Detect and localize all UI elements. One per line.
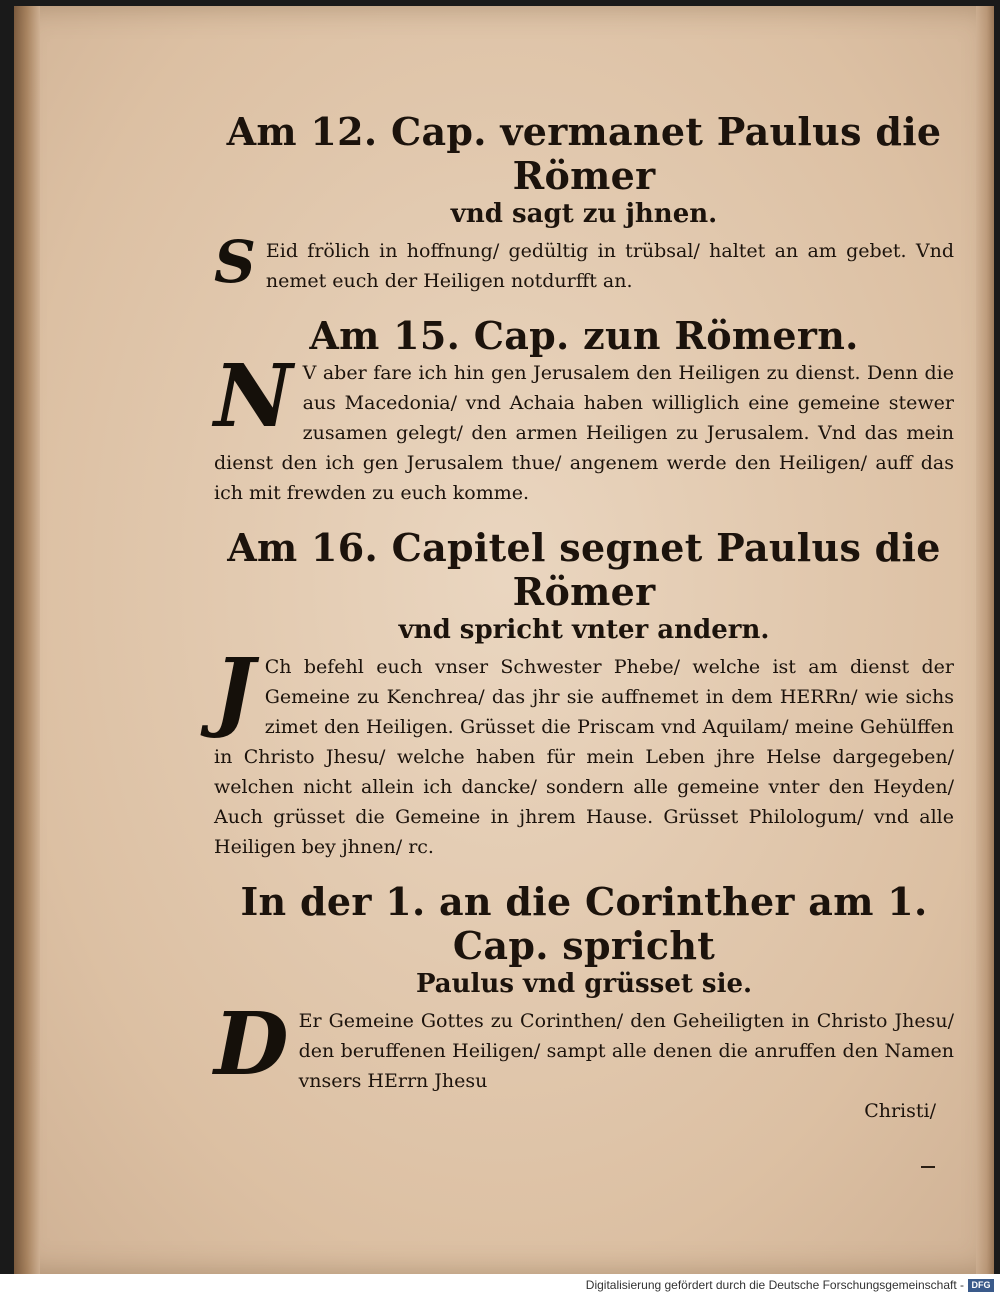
section-body: V aber fare ich hin gen Jerusalem den Heiligen zu dienst. Denn die aus Macedonia/ vnd Achaia haben williglich eine gemeine stewer zusamen gelegt/ den armen Heiligen zu Jerusalem. Vnd das mein dienst den ich gen Jerusalem thue/ angenem werde den Heiligen/ auff das ich mit frewden zu euch komme. [214,362,954,504]
section-subheading: vnd sagt zu jhnen. [450,199,718,229]
section-subheading: vnd spricht vnter andern. [398,615,770,645]
section-heading: Am 16. Capitel segnet Paulus die Römer [227,525,941,614]
section-text [214,228,954,296]
dfg-logo-icon: DFG [968,1279,994,1292]
catchword: Christi/ [864,1100,936,1122]
section-body: Ch befehl euch vnser Schwester Phebe/ welche ist am dienst der Gemeine zu Kenchrea/ das jhr sie auffnemet in dem HERRn/ wie sichs zimet den Heiligen. Grüsset die Priscam vnd Aquilam/ meine Gehülffen in Christo Jhesu/ welche haben für mein Leben jhre Helse dargegeben/ welchen nicht allein ich dancke/ sondern alle gemeine vnter den Heyden/ Auch grüsset die Gemeine in jhrem Hause. Grüsset Philologum/ vnd alle Heiligen bey jhnen/ rc. [214,656,954,858]
section-subheading: Paulus vnd grüsset sie. [415,969,753,999]
section-corinthians-1 [214,880,954,1126]
section-heading: Am 15. Cap. zun Römern. [309,313,859,358]
footer-credit: Digitalisierung gefördert durch die Deutsche Forschungsgemeinschaft - [585,1278,964,1292]
drop-cap: N [214,346,293,447]
drop-cap: D [214,994,289,1095]
drop-cap: J [214,640,255,741]
book-page [14,6,994,1274]
section-heading: In der 1. an die Corinther am 1. Cap. spricht [240,879,928,968]
section-body: Eid frölich in hoffnung/ gedültig in trübsal/ haltet an am gebet. Vnd nemet euch der Heiligen notdurfft an. [265,240,954,292]
section-text [214,994,954,1096]
page-edge [976,6,994,1274]
section-romans-12 [214,110,954,296]
section-heading: Am 12. Cap. vermanet Paulus die Römer [226,109,942,198]
page-mark [921,1166,935,1168]
section-romans-15 [214,314,954,508]
section-body: Er Gemeine Gottes zu Corinthen/ den Geheiligten in Christo Jhesu/ den beruffenen Heiligen/ sampt alle denen die anruffen den Namen vnsers HErrn Jhesu [298,1010,954,1092]
section-text [214,346,954,508]
section-text [214,640,954,862]
footer-bar [0,1274,1000,1297]
page-spine-shadow [14,6,40,1274]
page-content [214,110,954,1134]
section-romans-16 [214,526,954,862]
drop-cap: S [214,228,256,296]
